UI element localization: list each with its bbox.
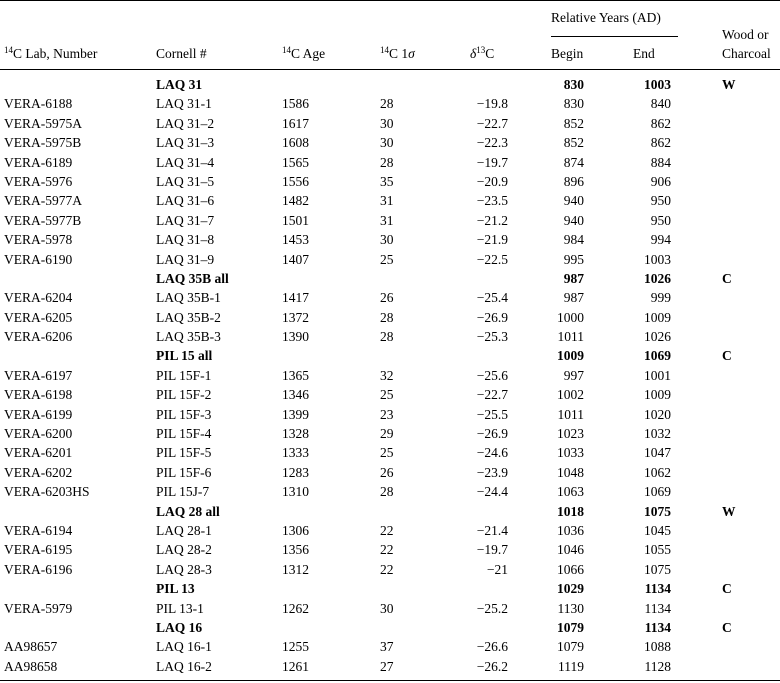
cornell-cell: PIL 15F-4 — [156, 426, 212, 442]
lab-number-cell: VERA-6200 — [4, 426, 73, 442]
delta-cell: −26.9 — [476, 309, 508, 325]
sigma-cell: 23 — [380, 406, 394, 422]
begin-cell: 1063 — [557, 484, 584, 500]
end-cell: 1134 — [644, 581, 671, 597]
sigma-cell: 22 — [380, 522, 394, 538]
lab-number-cell: VERA-5977A — [4, 193, 82, 209]
sigma-header — [380, 46, 415, 62]
age-cell: 1372 — [282, 309, 309, 325]
begin-cell: 1066 — [557, 561, 584, 577]
begin-cell: 997 — [563, 367, 584, 383]
end-cell: 1069 — [644, 348, 671, 364]
cornell-cell: PIL 13-1 — [156, 600, 204, 616]
wood-header-line1: Wood or — [722, 27, 769, 42]
sigma-cell: 25 — [380, 445, 394, 461]
age-cell: 1407 — [282, 251, 309, 267]
age-cell: 1346 — [282, 387, 309, 403]
table-row — [0, 288, 780, 307]
age-cell: 1261 — [282, 658, 309, 674]
cornell-cell: PIL 15F-2 — [156, 387, 212, 403]
age-cell: 1399 — [282, 406, 309, 422]
sigma-cell: 30 — [380, 115, 394, 131]
sigma-cell: 28 — [380, 484, 394, 500]
lab-number-cell: VERA-6198 — [4, 387, 73, 403]
delta-cell: −19.7 — [476, 542, 508, 558]
begin-cell: 1048 — [557, 464, 584, 480]
end-cell: 1026 — [644, 329, 671, 345]
table-row — [0, 443, 780, 462]
sigma-cell: 29 — [380, 426, 394, 442]
table-row — [0, 599, 780, 618]
begin-cell: 1079 — [557, 619, 584, 635]
delta-cell: −21.4 — [476, 522, 508, 538]
lab-number-cell: VERA-6201 — [4, 445, 73, 461]
begin-cell: 1011 — [557, 329, 584, 345]
cornell-cell: PIL 15J-7 — [156, 484, 210, 500]
delta-cell: −21 — [486, 561, 508, 577]
end-cell: 862 — [650, 115, 671, 131]
delta-text: C — [485, 46, 495, 61]
age-cell: 1556 — [282, 173, 309, 189]
cornell-cell: PIL 15 all — [156, 348, 213, 364]
sigma-cell: 35 — [380, 173, 394, 189]
begin-cell: 1009 — [557, 348, 584, 364]
sigma-cell: 22 — [380, 542, 394, 558]
group-row — [0, 269, 780, 288]
sigma-cell: 30 — [380, 135, 394, 151]
end-cell: 1062 — [644, 464, 671, 480]
end-cell: 1134 — [644, 600, 671, 616]
table-body — [0, 75, 780, 676]
sigma-cell: 28 — [380, 154, 394, 170]
age-cell: 1333 — [282, 445, 309, 461]
table-row — [0, 308, 780, 327]
sigma-cell: 22 — [380, 561, 394, 577]
age-cell: 1262 — [282, 600, 309, 616]
age-cell: 1283 — [282, 464, 309, 480]
lab-number-cell: VERA-5975A — [4, 115, 82, 131]
table-row — [0, 211, 780, 230]
table-row — [0, 327, 780, 346]
table-row — [0, 657, 780, 676]
lab-number-cell: VERA-6199 — [4, 406, 73, 422]
age-cell: 1453 — [282, 232, 309, 248]
begin-cell: 984 — [563, 232, 584, 248]
delta-cell: −19.8 — [476, 96, 508, 112]
age-header — [282, 46, 325, 62]
begin-cell: 852 — [563, 115, 584, 131]
age-text: C Age — [291, 46, 326, 61]
sigma-cell: 26 — [380, 290, 394, 306]
table-row — [0, 230, 780, 249]
end-cell: 1055 — [644, 542, 671, 558]
lab-number-cell: VERA-6205 — [4, 309, 73, 325]
sigma-cell: 31 — [380, 193, 394, 209]
cornell-cell: PIL 15F-6 — [156, 464, 212, 480]
end-cell: 1003 — [644, 251, 671, 267]
group-row — [0, 618, 780, 637]
begin-cell: 1119 — [558, 658, 584, 674]
age-cell: 1565 — [282, 154, 309, 170]
begin-cell: 1036 — [557, 522, 584, 538]
table-row — [0, 366, 780, 385]
age-cell: 1390 — [282, 329, 309, 345]
delta-cell: −21.9 — [476, 232, 508, 248]
group-row — [0, 579, 780, 598]
age-cell: 1617 — [282, 115, 309, 131]
sigma-cell: 25 — [380, 387, 394, 403]
sigma-cell: 28 — [380, 96, 394, 112]
age-sup: 14 — [282, 45, 291, 55]
begin-cell: 1002 — [557, 387, 584, 403]
table-bottom-rule — [0, 680, 780, 681]
cornell-cell: PIL 13 — [156, 581, 195, 597]
delta-cell: −22.7 — [476, 387, 508, 403]
delta-cell: −25.5 — [476, 406, 508, 422]
group-row — [0, 502, 780, 521]
delta-cell: −19.7 — [476, 154, 508, 170]
wood-charcoal-cell: C — [722, 581, 732, 597]
cornell-cell: LAQ 31–6 — [156, 193, 215, 209]
sigma-symbol: σ — [408, 46, 415, 61]
sigma-cell: 30 — [380, 232, 394, 248]
begin-cell: 987 — [563, 270, 584, 286]
lab-number-cell: VERA-5976 — [4, 173, 73, 189]
end-cell: 1045 — [644, 522, 671, 538]
end-cell: 1134 — [644, 619, 671, 635]
lab-number-cell: VERA-6189 — [4, 154, 73, 170]
delta-cell: −22.3 — [476, 135, 508, 151]
age-cell: 1586 — [282, 96, 309, 112]
table-row — [0, 521, 780, 540]
delta-cell: −20.9 — [476, 173, 508, 189]
sigma-cell: 25 — [380, 251, 394, 267]
group-row — [0, 75, 780, 94]
table-row — [0, 133, 780, 152]
end-cell: 1032 — [644, 426, 671, 442]
cornell-cell: LAQ 35B-1 — [156, 290, 221, 306]
age-cell: 1312 — [282, 561, 309, 577]
end-cell: 1009 — [644, 309, 671, 325]
begin-cell: 1029 — [557, 581, 584, 597]
lab-number-cell: VERA-6194 — [4, 522, 73, 538]
age-cell: 1356 — [282, 542, 309, 558]
delta-sup: 13 — [476, 45, 486, 55]
age-cell: 1482 — [282, 193, 309, 209]
end-cell: 1069 — [644, 484, 671, 500]
end-cell: 1026 — [644, 270, 671, 286]
sigma-cell: 31 — [380, 212, 394, 228]
delta-symbol: δ — [470, 46, 477, 61]
end-cell: 1047 — [644, 445, 671, 461]
table-row — [0, 637, 780, 656]
wood-charcoal-cell: W — [722, 77, 736, 92]
sigma-cell: 28 — [380, 329, 394, 345]
table-row — [0, 560, 780, 579]
lab-number-cell: VERA-5975B — [4, 135, 82, 151]
lab-number-cell: VERA-6195 — [4, 542, 73, 558]
cornell-cell: LAQ 16-2 — [156, 658, 212, 674]
age-cell: 1255 — [282, 639, 309, 655]
end-cell: 950 — [650, 193, 671, 209]
table-row — [0, 153, 780, 172]
age-cell: 1417 — [282, 290, 309, 306]
begin-cell: 1046 — [557, 542, 584, 558]
delta-cell: −26.9 — [476, 426, 508, 442]
delta-cell: −22.7 — [476, 115, 508, 131]
end-cell: 1020 — [644, 406, 671, 422]
cornell-cell: LAQ 31 — [156, 77, 203, 92]
end-cell: 884 — [650, 154, 671, 170]
age-cell: 1328 — [282, 426, 309, 442]
table-row — [0, 191, 780, 210]
cornell-cell: LAQ 28 all — [156, 503, 220, 519]
cornell-cell: PIL 15F-3 — [156, 406, 212, 422]
begin-cell: 995 — [563, 251, 584, 267]
begin-cell: 1018 — [557, 503, 584, 519]
cornell-header: Cornell # — [156, 46, 207, 61]
age-cell: 1310 — [282, 484, 309, 500]
end-cell: 1088 — [644, 639, 671, 655]
delta-cell: −24.4 — [476, 484, 508, 500]
lab-number-text: C Lab, Number — [13, 46, 98, 61]
lab-number-cell: AA98657 — [4, 639, 58, 655]
sigma-cell: 37 — [380, 639, 394, 655]
lab-number-cell: VERA-6196 — [4, 561, 73, 577]
cornell-cell: LAQ 31–7 — [156, 212, 215, 228]
delta-cell: −26.2 — [476, 658, 508, 674]
sigma-cell: 30 — [380, 600, 394, 616]
delta-header — [470, 46, 494, 62]
lab-number-sup: 14 — [4, 45, 13, 55]
end-cell: 906 — [650, 173, 671, 189]
end-header: End — [633, 46, 655, 61]
lab-number-cell: VERA-6188 — [4, 96, 73, 112]
begin-header: Begin — [551, 46, 584, 61]
begin-cell: 896 — [563, 173, 584, 189]
delta-cell: −25.2 — [476, 600, 508, 616]
delta-cell: −23.5 — [476, 193, 508, 209]
end-cell: 994 — [650, 232, 671, 248]
lab-number-cell: VERA-5979 — [4, 600, 73, 616]
table-row — [0, 463, 780, 482]
cornell-cell: LAQ 31–9 — [156, 251, 215, 267]
delta-cell: −24.6 — [476, 445, 508, 461]
begin-cell: 830 — [563, 77, 584, 92]
age-cell: 1365 — [282, 367, 309, 383]
lab-number-cell: VERA-6203HS — [4, 484, 90, 500]
begin-cell: 1130 — [557, 600, 584, 616]
age-cell: 1306 — [282, 522, 309, 538]
delta-cell: −26.6 — [476, 639, 508, 655]
table-row — [0, 94, 780, 113]
cornell-cell: LAQ 28-2 — [156, 542, 212, 558]
delta-cell: −21.2 — [476, 212, 508, 228]
lab-number-cell: VERA-5977B — [4, 212, 82, 228]
begin-cell: 852 — [563, 135, 584, 151]
lab-number-cell: VERA-6190 — [4, 251, 73, 267]
lab-number-cell: VERA-6204 — [4, 290, 73, 306]
sigma-cell: 27 — [380, 658, 394, 674]
sigma-cell: 32 — [380, 367, 394, 383]
end-cell: 1075 — [644, 503, 671, 519]
lab-number-cell: VERA-6202 — [4, 464, 73, 480]
delta-cell: −25.3 — [476, 329, 508, 345]
table-row — [0, 385, 780, 404]
relative-years-rule — [551, 36, 678, 37]
begin-cell: 987 — [563, 290, 584, 306]
cornell-cell: LAQ 31–5 — [156, 173, 215, 189]
table-row — [0, 172, 780, 191]
header-rule — [0, 69, 780, 70]
wood-header-line2: Charcoal — [722, 46, 771, 61]
begin-cell: 1000 — [557, 309, 584, 325]
age-cell: 1501 — [282, 212, 309, 228]
table-row — [0, 424, 780, 443]
begin-cell: 1023 — [557, 426, 584, 442]
begin-cell: 1033 — [557, 445, 584, 461]
sigma-sup: 14 — [380, 45, 389, 55]
end-cell: 840 — [650, 96, 671, 112]
delta-cell: −25.4 — [476, 290, 508, 306]
cornell-cell: LAQ 35B all — [156, 270, 229, 286]
table-row — [0, 114, 780, 133]
end-cell: 862 — [650, 135, 671, 151]
wood-charcoal-cell: C — [722, 270, 732, 286]
lab-number-cell: AA98658 — [4, 658, 58, 674]
cornell-cell: LAQ 31–2 — [156, 115, 215, 131]
end-cell: 1128 — [644, 658, 671, 674]
begin-cell: 940 — [563, 193, 584, 209]
wood-charcoal-cell: C — [722, 348, 732, 364]
sigma-text: C 1 — [389, 46, 409, 61]
end-cell: 1001 — [644, 367, 671, 383]
table-row — [0, 250, 780, 269]
begin-cell: 874 — [563, 154, 584, 170]
end-cell: 1009 — [644, 387, 671, 403]
end-cell: 1003 — [644, 77, 671, 92]
table-row — [0, 405, 780, 424]
wood-charcoal-cell: C — [722, 619, 732, 635]
lab-number-cell: VERA-5978 — [4, 232, 73, 248]
group-row — [0, 346, 780, 365]
age-cell: 1608 — [282, 135, 309, 151]
cornell-cell: LAQ 16 — [156, 619, 203, 635]
cornell-cell: LAQ 31–3 — [156, 135, 215, 151]
table-top-rule — [0, 0, 780, 1]
begin-cell: 830 — [563, 96, 584, 112]
cornell-cell: LAQ 31–4 — [156, 154, 215, 170]
cornell-cell: LAQ 31-1 — [156, 96, 212, 112]
cornell-cell: LAQ 35B-3 — [156, 329, 221, 345]
end-cell: 950 — [650, 212, 671, 228]
table-row — [0, 482, 780, 501]
begin-cell: 1079 — [557, 639, 584, 655]
begin-cell: 940 — [563, 212, 584, 228]
delta-cell: −23.9 — [476, 464, 508, 480]
wood-charcoal-cell: W — [722, 503, 736, 519]
end-cell: 1075 — [644, 561, 671, 577]
end-cell: 999 — [650, 290, 671, 306]
cornell-cell: LAQ 16-1 — [156, 639, 212, 655]
sigma-cell: 26 — [380, 464, 394, 480]
cornell-cell: LAQ 35B-2 — [156, 309, 221, 325]
cornell-cell: LAQ 28-1 — [156, 522, 212, 538]
begin-cell: 1011 — [557, 406, 584, 422]
lab-number-cell: VERA-6206 — [4, 329, 73, 345]
table-row — [0, 540, 780, 559]
cornell-cell: LAQ 31–8 — [156, 232, 215, 248]
delta-cell: −25.6 — [476, 367, 508, 383]
lab-number-header — [4, 46, 97, 62]
delta-cell: −22.5 — [476, 251, 508, 267]
cornell-cell: PIL 15F-5 — [156, 445, 212, 461]
cornell-cell: LAQ 28-3 — [156, 561, 212, 577]
sigma-cell: 28 — [380, 309, 394, 325]
relative-years-header: Relative Years (AD) — [551, 10, 661, 25]
lab-number-cell: VERA-6197 — [4, 367, 73, 383]
cornell-cell: PIL 15F-1 — [156, 367, 212, 383]
